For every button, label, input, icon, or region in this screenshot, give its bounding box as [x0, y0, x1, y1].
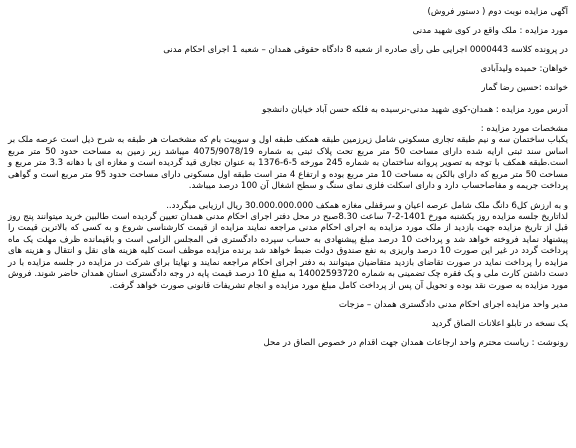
notice-title: آگهی مزایده نوبت دوم ( دستور فروش) — [427, 7, 568, 17]
case-line: در پرونده کلاسه 0000443 اجرایی طی رأی صادره از شعبه 8 دادگاه حقوقی همدان – شعبه 1 اجرای احکام مدنی — [163, 45, 568, 55]
defendant-line: خوانده :حسین رضا گمار — [481, 83, 568, 93]
plaintiff-line: خواهان: حمیده ولیدآبادی — [480, 64, 568, 74]
specs-heading: مشخصات مورد مزایده : — [480, 124, 568, 134]
specs-body: یکباب ساختمان سه و نیم طبقه تجاری مسکونی شامل زیرزمین طبقه همکف طبقه اول و سوییت بام که مشخصات هر طبقه به شرح ذیل است عرصه ملک بر اساس سند ثبتی ارایه شده دارای مساحت 50 متر مربع تحت پلاک ثبتی به شماره 4075/9078/19 میباشد زیر زمین به مساحت حدود 50 متر مربع است.طبقه همکف با توجه به تصویر پروانه ساختمان به شماره 245 مورخه 5-6-1376 به عنوان تجاری قید گردیده است و مغازه ای با دهانه 3.3 متر مربع و مساحت 50 متر مربع که دارای بالکن به مساحت 10 متر مربع بوده و ارتفاع 4 متر است طبقه اول مسکونی دارای مساحت حدود 95 متر مربع است و گواهی پرداخت جریمه و مفاصاحساب دارد و دارای اسکلت فلزی نمای سنگ و سطح اشغال آن 100 درصد میباشد. — [8, 135, 569, 191]
auction-terms: لذاتاریخ جلسه مزایده روز یکشنبه مورخ 1401-2-7 ساعت 8.30صبح در محل دفتر اجرای احکام مدنی همدان تعیین گردیده است طالبین خرید میتوانند پنج روز قبل از تاریخ مزایده جهت بازدید از ملک مورد مزایده به اجرای احکام مدنی مراجعه نمایند مزایده از قیمت کارشناسی شروع و به کسی که بالاترین قیمت را پیشنهاد نماید فروخته خواهد شد و پرداخت 10 درصد مبلغ پیشنهادی به حساب سپرده دادگستری فی المجلس الزامی است و باقیمانده ظرف مهلت یک ماه پرداخت گردد در غیر این صورت 10 درصد واریزی به نفع صندوق دولت ضبط خواهد شد برنده مزایده موظف است کلیه هزینه های نقل و انتقال و هزینه های مزایده را پرداخت نماید در صورت تقاضای بازدید متقاضیان میتوانند به دفتر اجرای احکام مراجعه نمایند و نهایتا برای شرکت در مزایده در جلسه مزایده با در دست داشتن کارت ملی و یک فقره چک تضمینی به شماره 14002593720 به مبلغ 10 درصد قیمت پایه در وجه دادگستری استان همدان حاضر شوند. فروش مورد مزایده به صورت نقد بوده و تحویل آن پس از پرداخت کامل مبلغ مورد مزایده و انجام تشریفات قانونی صورت خواهد گرفت. — [8, 211, 568, 291]
signature-line: مدیر واحد مزایده اجرای احکام مدنی دادگستری همدان – مزجات — [338, 300, 568, 310]
auction-subject: مورد مزایده : ملک واقع در کوی شهید مدنی — [412, 26, 568, 36]
address-line: آدرس مورد مزایده : همدان-کوی شهید مدنی-نرسیده به فلکه حسن آباد خیابان دانشجو — [262, 105, 568, 115]
copy-line: یک نسخه در تابلو اعلانات الصاق گردید — [431, 319, 568, 329]
valuation-line: و به ارزش کل6 دانگ ملک شامل عرصه اعیان و سرقفلی مغازه همکف 30.000.000.000 ریال ارزیابی میگردد.. — [166, 200, 568, 211]
cc-line: رونوشت : ریاست محترم واحد ارجاعات همدان جهت اقدام در خصوص الصاق در محل — [263, 338, 568, 348]
